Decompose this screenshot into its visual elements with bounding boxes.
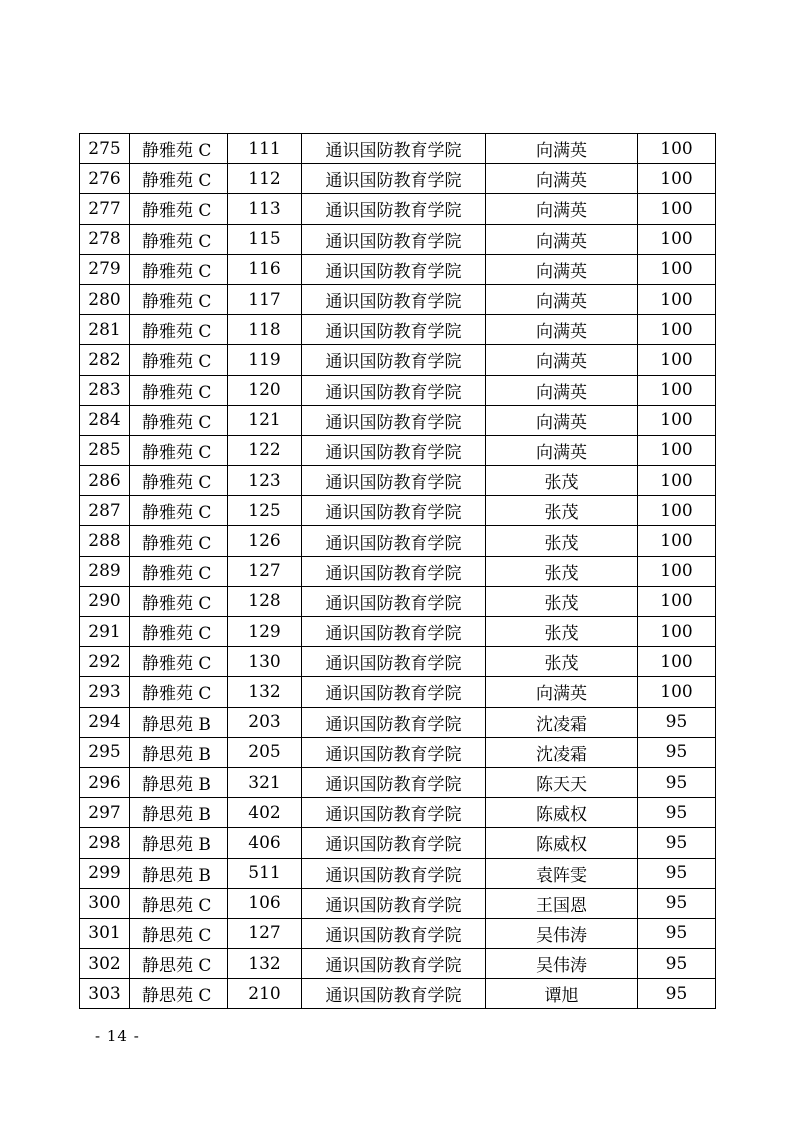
college-cell: 通识国防教育学院: [302, 737, 486, 767]
building-cell: 静思苑 B: [130, 798, 228, 828]
table-row: [80, 767, 716, 797]
row-number-cell: 280: [80, 284, 130, 314]
room-number-cell: 205: [228, 737, 302, 767]
building-cell: 静雅苑 C: [130, 134, 228, 164]
table-row: [80, 586, 716, 616]
college-cell: 通识国防教育学院: [302, 798, 486, 828]
college-cell: 通识国防教育学院: [302, 496, 486, 526]
building-cell: 静雅苑 C: [130, 254, 228, 284]
score-cell: 100: [638, 435, 716, 465]
person-cell: 袁阵雯: [486, 858, 638, 888]
score-cell: 95: [638, 707, 716, 737]
college-cell: 通识国防教育学院: [302, 586, 486, 616]
person-cell: 陈威权: [486, 798, 638, 828]
table-row: [80, 284, 716, 314]
score-cell: 95: [638, 737, 716, 767]
person-cell: 王国恩: [486, 888, 638, 918]
room-number-cell: 113: [228, 194, 302, 224]
table-row: [80, 466, 716, 496]
row-number-cell: 284: [80, 405, 130, 435]
building-cell: 静雅苑 C: [130, 375, 228, 405]
college-cell: 通识国防教育学院: [302, 375, 486, 405]
person-cell: 张茂: [486, 466, 638, 496]
person-cell: 向满英: [486, 435, 638, 465]
college-cell: 通识国防教育学院: [302, 345, 486, 375]
table-row: [80, 556, 716, 586]
person-cell: 张茂: [486, 647, 638, 677]
row-number-cell: 292: [80, 647, 130, 677]
row-number-cell: 278: [80, 224, 130, 254]
score-cell: 100: [638, 315, 716, 345]
table-row: [80, 405, 716, 435]
room-number-cell: 321: [228, 767, 302, 797]
page-number: - 14 -: [95, 1027, 140, 1045]
college-cell: 通识国防教育学院: [302, 617, 486, 647]
college-cell: 通识国防教育学院: [302, 134, 486, 164]
table-row: [80, 617, 716, 647]
room-number-cell: 130: [228, 647, 302, 677]
building-cell: 静雅苑 C: [130, 647, 228, 677]
building-cell: 静雅苑 C: [130, 496, 228, 526]
person-cell: 吴伟涛: [486, 918, 638, 948]
score-cell: 100: [638, 586, 716, 616]
score-cell: 100: [638, 405, 716, 435]
room-number-cell: 203: [228, 707, 302, 737]
room-number-cell: 129: [228, 617, 302, 647]
building-cell: 静雅苑 C: [130, 345, 228, 375]
person-cell: 陈天天: [486, 767, 638, 797]
score-cell: 95: [638, 828, 716, 858]
room-number-cell: 210: [228, 979, 302, 1009]
score-cell: 100: [638, 134, 716, 164]
person-cell: 向满英: [486, 375, 638, 405]
row-number-cell: 279: [80, 254, 130, 284]
row-number-cell: 289: [80, 556, 130, 586]
score-cell: 100: [638, 254, 716, 284]
college-cell: 通识国防教育学院: [302, 677, 486, 707]
row-number-cell: 285: [80, 435, 130, 465]
person-cell: 向满英: [486, 194, 638, 224]
college-cell: 通识国防教育学院: [302, 707, 486, 737]
table-row: [80, 737, 716, 767]
building-cell: 静雅苑 C: [130, 466, 228, 496]
row-number-cell: 301: [80, 918, 130, 948]
score-cell: 100: [638, 194, 716, 224]
college-cell: 通识国防教育学院: [302, 164, 486, 194]
building-cell: 静雅苑 C: [130, 164, 228, 194]
row-number-cell: 288: [80, 526, 130, 556]
score-cell: 100: [638, 647, 716, 677]
person-cell: 沈凌霜: [486, 737, 638, 767]
score-cell: 95: [638, 979, 716, 1009]
row-number-cell: 296: [80, 767, 130, 797]
score-cell: 95: [638, 888, 716, 918]
room-number-cell: 125: [228, 496, 302, 526]
room-number-cell: 402: [228, 798, 302, 828]
college-cell: 通识国防教育学院: [302, 194, 486, 224]
row-number-cell: 290: [80, 586, 130, 616]
building-cell: 静雅苑 C: [130, 435, 228, 465]
building-cell: 静思苑 C: [130, 979, 228, 1009]
building-cell: 静思苑 C: [130, 918, 228, 948]
row-number-cell: 295: [80, 737, 130, 767]
person-cell: 吴伟涛: [486, 949, 638, 979]
person-cell: 沈凌霜: [486, 707, 638, 737]
person-cell: 谭旭: [486, 979, 638, 1009]
score-cell: 95: [638, 798, 716, 828]
room-number-cell: 128: [228, 586, 302, 616]
row-number-cell: 294: [80, 707, 130, 737]
score-cell: 100: [638, 496, 716, 526]
college-cell: 通识国防教育学院: [302, 767, 486, 797]
table-row: [80, 496, 716, 526]
person-cell: 向满英: [486, 164, 638, 194]
room-number-cell: 121: [228, 405, 302, 435]
person-cell: 张茂: [486, 526, 638, 556]
building-cell: 静思苑 B: [130, 828, 228, 858]
row-number-cell: 298: [80, 828, 130, 858]
score-cell: 95: [638, 949, 716, 979]
person-cell: 向满英: [486, 677, 638, 707]
row-number-cell: 275: [80, 134, 130, 164]
room-number-cell: 118: [228, 315, 302, 345]
score-cell: 100: [638, 224, 716, 254]
table-row: [80, 949, 716, 979]
row-number-cell: 300: [80, 888, 130, 918]
score-cell: 100: [638, 284, 716, 314]
room-number-cell: 120: [228, 375, 302, 405]
row-number-cell: 276: [80, 164, 130, 194]
room-number-cell: 119: [228, 345, 302, 375]
college-cell: 通识国防教育学院: [302, 858, 486, 888]
table-row: [80, 254, 716, 284]
room-number-cell: 111: [228, 134, 302, 164]
person-cell: 张茂: [486, 617, 638, 647]
table-row: [80, 707, 716, 737]
room-number-cell: 106: [228, 888, 302, 918]
person-cell: 张茂: [486, 556, 638, 586]
building-cell: 静思苑 B: [130, 737, 228, 767]
building-cell: 静雅苑 C: [130, 224, 228, 254]
score-cell: 100: [638, 466, 716, 496]
table-row: [80, 888, 716, 918]
building-cell: 静雅苑 C: [130, 617, 228, 647]
college-cell: 通识国防教育学院: [302, 888, 486, 918]
score-cell: 100: [638, 617, 716, 647]
room-number-cell: 511: [228, 858, 302, 888]
room-number-cell: 406: [228, 828, 302, 858]
building-cell: 静思苑 C: [130, 888, 228, 918]
room-number-cell: 115: [228, 224, 302, 254]
row-number-cell: 283: [80, 375, 130, 405]
building-cell: 静思苑 B: [130, 858, 228, 888]
person-cell: 张茂: [486, 496, 638, 526]
row-number-cell: 293: [80, 677, 130, 707]
row-number-cell: 281: [80, 315, 130, 345]
building-cell: 静思苑 B: [130, 767, 228, 797]
person-cell: 向满英: [486, 254, 638, 284]
building-cell: 静思苑 B: [130, 707, 228, 737]
table-row: [80, 194, 716, 224]
table-row: [80, 677, 716, 707]
building-cell: 静雅苑 C: [130, 526, 228, 556]
person-cell: 陈威权: [486, 828, 638, 858]
room-number-cell: 122: [228, 435, 302, 465]
college-cell: 通识国防教育学院: [302, 466, 486, 496]
room-number-cell: 127: [228, 556, 302, 586]
table-row: [80, 134, 716, 164]
building-cell: 静雅苑 C: [130, 556, 228, 586]
room-number-cell: 117: [228, 284, 302, 314]
table-row: [80, 979, 716, 1009]
score-cell: 100: [638, 164, 716, 194]
row-number-cell: 287: [80, 496, 130, 526]
person-cell: 向满英: [486, 284, 638, 314]
person-cell: 向满英: [486, 224, 638, 254]
college-cell: 通识国防教育学院: [302, 828, 486, 858]
row-number-cell: 286: [80, 466, 130, 496]
college-cell: 通识国防教育学院: [302, 526, 486, 556]
college-cell: 通识国防教育学院: [302, 284, 486, 314]
score-cell: 100: [638, 526, 716, 556]
row-number-cell: 303: [80, 979, 130, 1009]
score-cell: 95: [638, 767, 716, 797]
person-cell: 向满英: [486, 405, 638, 435]
person-cell: 向满英: [486, 315, 638, 345]
row-number-cell: 299: [80, 858, 130, 888]
row-number-cell: 302: [80, 949, 130, 979]
room-number-cell: 116: [228, 254, 302, 284]
college-cell: 通识国防教育学院: [302, 254, 486, 284]
score-cell: 100: [638, 677, 716, 707]
dorm-score-table: [79, 133, 716, 1009]
row-number-cell: 282: [80, 345, 130, 375]
building-cell: 静雅苑 C: [130, 586, 228, 616]
table-body: [80, 134, 716, 1009]
room-number-cell: 132: [228, 949, 302, 979]
table-row: [80, 647, 716, 677]
score-cell: 100: [638, 345, 716, 375]
row-number-cell: 277: [80, 194, 130, 224]
room-number-cell: 123: [228, 466, 302, 496]
room-number-cell: 127: [228, 918, 302, 948]
table-row: [80, 918, 716, 948]
table-row: [80, 526, 716, 556]
college-cell: 通识国防教育学院: [302, 949, 486, 979]
score-cell: 100: [638, 556, 716, 586]
college-cell: 通识国防教育学院: [302, 556, 486, 586]
college-cell: 通识国防教育学院: [302, 315, 486, 345]
building-cell: 静雅苑 C: [130, 677, 228, 707]
row-number-cell: 297: [80, 798, 130, 828]
score-cell: 100: [638, 375, 716, 405]
building-cell: 静雅苑 C: [130, 194, 228, 224]
person-cell: 向满英: [486, 345, 638, 375]
table-row: [80, 345, 716, 375]
score-cell: 95: [638, 858, 716, 888]
table-row: [80, 375, 716, 405]
score-cell: 95: [638, 918, 716, 948]
table-row: [80, 828, 716, 858]
row-number-cell: 291: [80, 617, 130, 647]
table-row: [80, 798, 716, 828]
room-number-cell: 132: [228, 677, 302, 707]
person-cell: 张茂: [486, 586, 638, 616]
table-row: [80, 224, 716, 254]
room-number-cell: 126: [228, 526, 302, 556]
room-number-cell: 112: [228, 164, 302, 194]
table-row: [80, 164, 716, 194]
college-cell: 通识国防教育学院: [302, 435, 486, 465]
building-cell: 静思苑 C: [130, 949, 228, 979]
college-cell: 通识国防教育学院: [302, 979, 486, 1009]
college-cell: 通识国防教育学院: [302, 224, 486, 254]
building-cell: 静雅苑 C: [130, 315, 228, 345]
building-cell: 静雅苑 C: [130, 405, 228, 435]
person-cell: 向满英: [486, 134, 638, 164]
table-row: [80, 315, 716, 345]
table-row: [80, 858, 716, 888]
table-row: [80, 435, 716, 465]
building-cell: 静雅苑 C: [130, 284, 228, 314]
college-cell: 通识国防教育学院: [302, 405, 486, 435]
college-cell: 通识国防教育学院: [302, 918, 486, 948]
college-cell: 通识国防教育学院: [302, 647, 486, 677]
